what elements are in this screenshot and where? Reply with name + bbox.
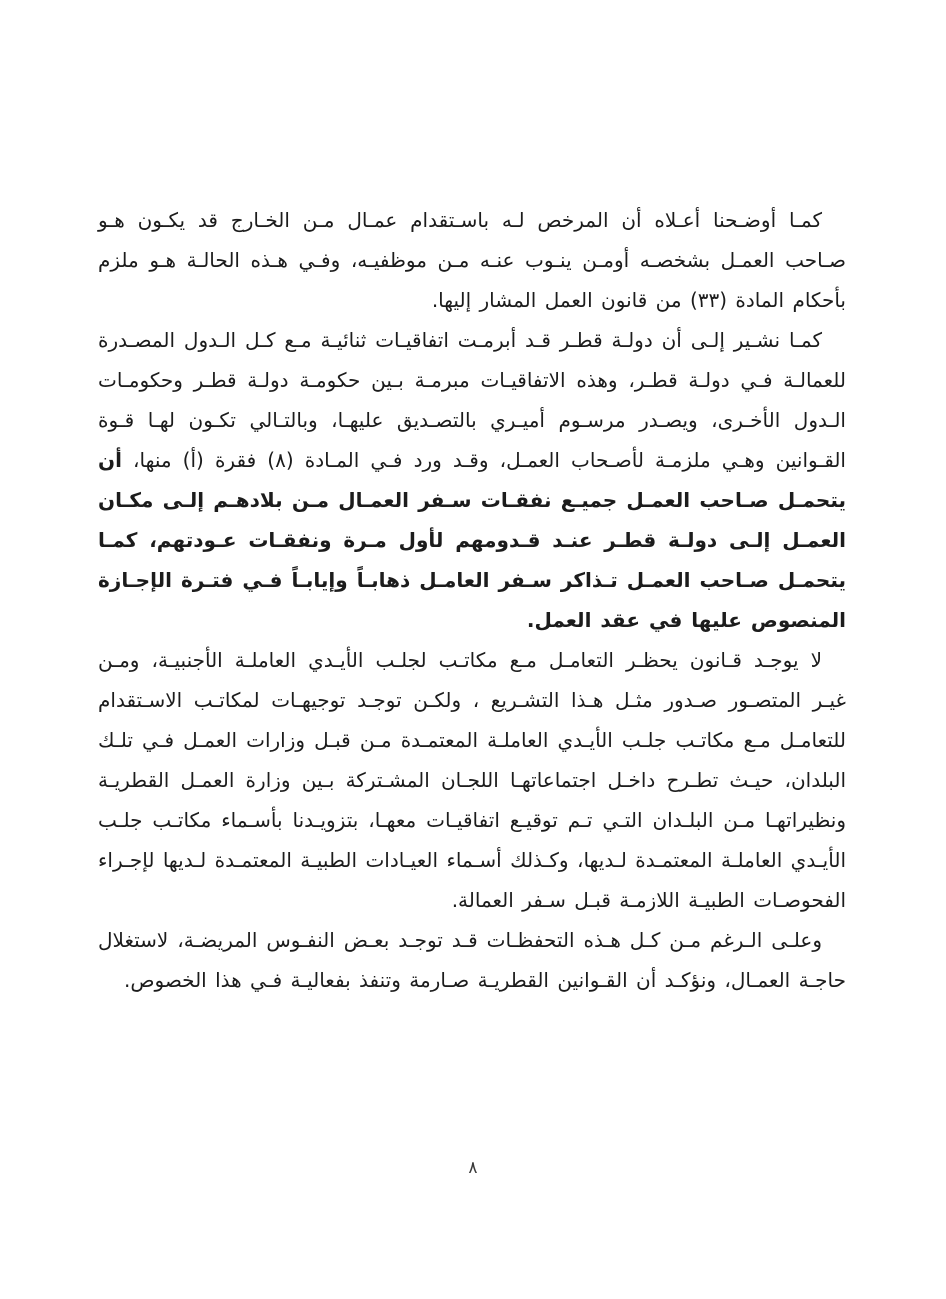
paragraph-licensed-recruiter: كمـا أوضـحنا أعـلاه أن المرخص لـه باسـتقدام عمـال مـن الخـارج قد يكـون هـو صـاحب العمـل بشخصـه أومـن ينـوب عنـه مـن موظفيـه، وفـي هـذه الحالـة هـو ملزم بأحكام المادة (٣٣) من قانون العمل المشار إليها. <box>98 208 846 312</box>
page-number: ٨ <box>468 1158 478 1178</box>
paragraph-closing-remarks: وعلـى الـرغم مـن كـل هـذه التحفظـات قـد توجـد بعـض النفـوس المريضـة، لاستغلال حاجـة العمـال، ونؤكـد أن القـوانين القطريـة صـارمة وتنفذ بفعاليـة فـي هذا الخصوص. <box>98 928 846 992</box>
paragraph-recruitment-offices: لا يوجـد قـانون يحظـر التعامـل مـع مكاتـب لجلـب الأيـدي العاملـة الأجنبيـة، ومـن غيـر المتصـور صـدور مثـل هـذا التشـريع ، ولكـن توجـد توجيهـات لمكاتـب الاسـتقدام للتعامـل مـع مكاتـب جلـب الأيـدي العاملـة المعتمـدة مـن قبـل وزارات العمـل فـي تلـك البلدان، حيـث تطـرح داخـل اجتماعاتهـا اللجـان المشـتركة بـين وزارة العمـل القطريـة ونظيراتهـا مـن البلـدان التـي تـم توقيـع اتفاقيـات معهـا، بتزويـدنا بأسـماء مكاتـب جلـب الأيـدي العاملـة المعتمـدة لـديها، وكـذلك أسـماء العيـادات الطبيـة المعتمـدة لـديها لإجـراء الفحوصـات الطبيـة اللازمـة قبـل سـفر العمالة. <box>98 648 846 912</box>
paragraph-employer-obligations-bold-text: أن يتحمـل صـاحب العمـل جميـع نفقـات سـفر العمـال مـن بلادهـم إلـى مكـان العمـل إلـى دولـة قطـر عنـد قـدومهم لأول مـرة ونفقـات عـودتهم، كمـا يتحمـل صـاحب العمـل تـذاكر سـفر العامـل ذهابـاً وإيابـاً فـي فتـرة الإجـازة المنصوص عليها في عقد العمل. <box>98 448 846 632</box>
document-text-block <box>98 200 846 1000</box>
paragraph-bilateral-agreements <box>98 320 846 640</box>
paragraph-bilateral-agreements-text: كمـا نشـير إلـى أن دولـة قطـر قـد أبرمـت اتفاقيـات ثنائيـة مـع كـل الـدول المصـدرة للعمالـة فـي دولـة قطـر، وهذه الاتفاقيـات مبرمـة بـين حكومـة دولـة قطـر وحكومـات الـدول الأخـرى، ويصـدر مرسـوم أميـري بالتصـديق عليهـا، وبالتـالي تكـون لهـا قـوة القـوانين وهـي ملزمـة لأصـحاب العمـل، وقـد ورد فـي المـادة (٨) فقرة (أ) منها، <box>98 328 846 472</box>
